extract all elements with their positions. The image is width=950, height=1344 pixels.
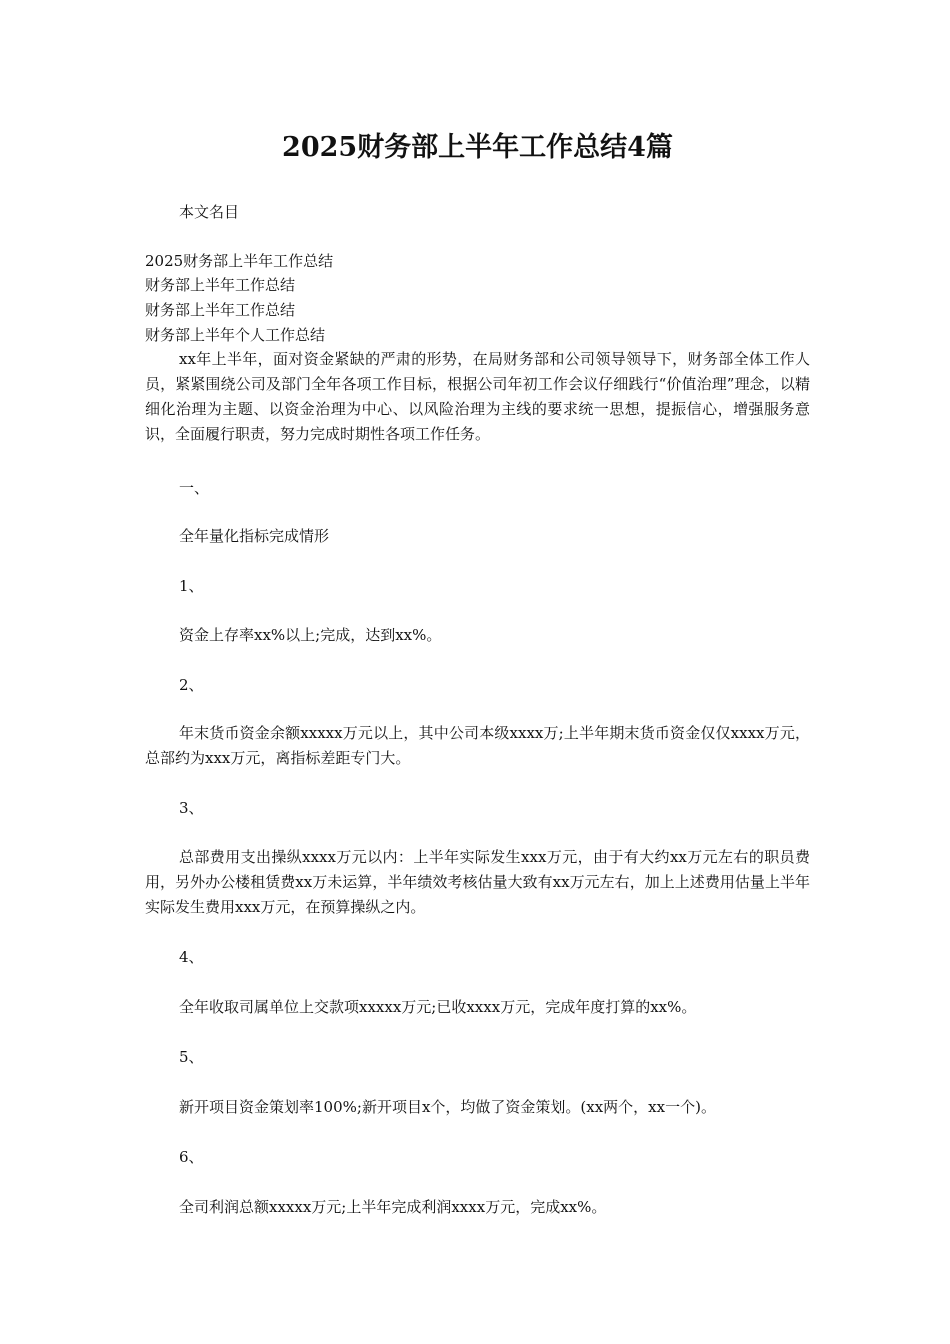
item-number: 6、 (179, 1148, 204, 1166)
toc-item[interactable]: 财务部上半年个人工作总结 (145, 326, 326, 344)
toc-item[interactable]: 财务部上半年工作总结 (145, 301, 296, 319)
item-text: 全司利润总额xxxxx万元;上半年完成利润xxxx万元，完成xx%。 (179, 1198, 607, 1216)
section-heading: 全年量化指标完成情形 (179, 527, 330, 545)
item-text: 总部费用支出操纵xxxx万元以内：上半年实际发生xxx万元，由于有大约xx万元左右的职员费用，另外办公楼租赁费xx万未运算，半年绩效考核估量大致有xx万元左右，加上上述费用估量上半年实际发生费用xxx万元，在预算操纵之内。 (145, 848, 810, 916)
toc-heading: 本文名目 (179, 203, 240, 221)
item-number: 4、 (179, 948, 204, 966)
toc-item[interactable]: 财务部上半年工作总结 (145, 276, 296, 294)
item-number: 5、 (179, 1048, 204, 1066)
toc-item[interactable]: 2025财务部上半年工作总结 (145, 252, 334, 270)
item-text: 新开项目资金策划率100%;新开项目x个，均做了资金策划。(xx两个，xx一个)。 (179, 1098, 716, 1116)
item-number: 3、 (179, 799, 204, 817)
intro-paragraph: xx年上半年，面对资金紧缺的严肃的形势，在局财务部和公司领导领导下，财务部全体工作人员，紧紧围绕公司及部门全年各项工作目标，根据公司年初工作会议仔细践行“价值治理”理念，以精细化治理为主题、以资金治理为中心、以风险治理为主线的要求统一思想，提振信心，增强服务意识，全面履行职责，努力完成时期性各项工作任务。 (145, 350, 810, 443)
item-number: 1、 (179, 577, 204, 595)
item-text: 全年收取司属单位上交款项xxxxx万元;已收xxxx万元，完成年度打算的xx%。 (179, 998, 697, 1016)
item-text: 资金上存率xx%以上;完成，达到xx%。 (179, 626, 442, 644)
item-number: 2、 (179, 676, 204, 694)
document-title: 2025财务部上半年工作总结4篇 (282, 132, 673, 163)
section-number: 一、 (179, 479, 210, 497)
item-text: 年末货币资金余额xxxxx万元以上，其中公司本级xxxx万;上半年期末货币资金仅仅xxxx万元，总部约为xxx万元，离指标差距专门大。 (145, 724, 810, 767)
